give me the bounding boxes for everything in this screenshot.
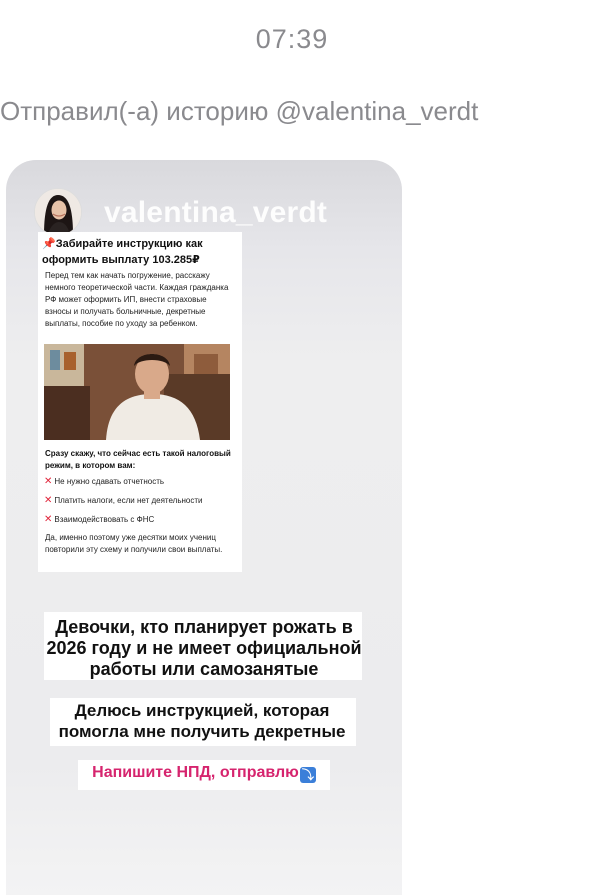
card-list-item [44,495,239,507]
instruction-card [38,232,242,572]
pin-icon: 📌 [42,238,56,250]
card-title-text: Забирайте инструкцию как оформить выплату 103.285₽ [42,238,203,266]
cross-icon: ✕ [44,495,53,506]
story-cta-text: Напишите НПД, отправлю [92,764,299,781]
status-time: 07:39 [255,24,329,54]
cross-icon: ✕ [44,514,53,525]
story-subtext: Делюсь инструкцией, которая помогла мне получить декретные [58,701,346,741]
card-list-item-text: Платить налоги, если нет деятельности [54,496,203,505]
card-list-item-text: Взаимодействовать с ФНС [54,515,155,524]
avatar [34,188,82,236]
card-list-item-text: Не нужно сдавать отчетность [54,477,165,486]
card-outro: Да, именно поэтому уже десятки моих учениц повторили эту схему и получили свои выплаты. [45,533,223,554]
story-headline: Девочки, кто планирует рожать в 2026 году и не имеет официальной работы или самозанятые [46,617,362,679]
story-reply-label: Отправил(-а) историю @valentina_verdt [0,96,479,126]
card-list-item [44,476,239,488]
card-lead: Сразу скажу, что сейчас есть такой налоговый режим, в котором вам: [45,449,231,470]
meme-photo [44,344,230,440]
story-username: valentina_verdt [104,196,328,229]
arrow-down-right-icon: ⤵ [301,768,314,782]
shared-story-preview[interactable] [6,160,402,895]
card-title [42,236,238,268]
card-list-item [44,514,239,526]
cross-icon: ✕ [44,476,53,487]
card-intro: Перед тем как начать погружение, расскажу немного теоретической части. Каждая гражданка РФ может оформить ИП, внести страховые взносы и получать больничные, декретные выплаты, пособие по уходу за ребенком. [45,271,229,328]
story-cta [66,764,342,783]
